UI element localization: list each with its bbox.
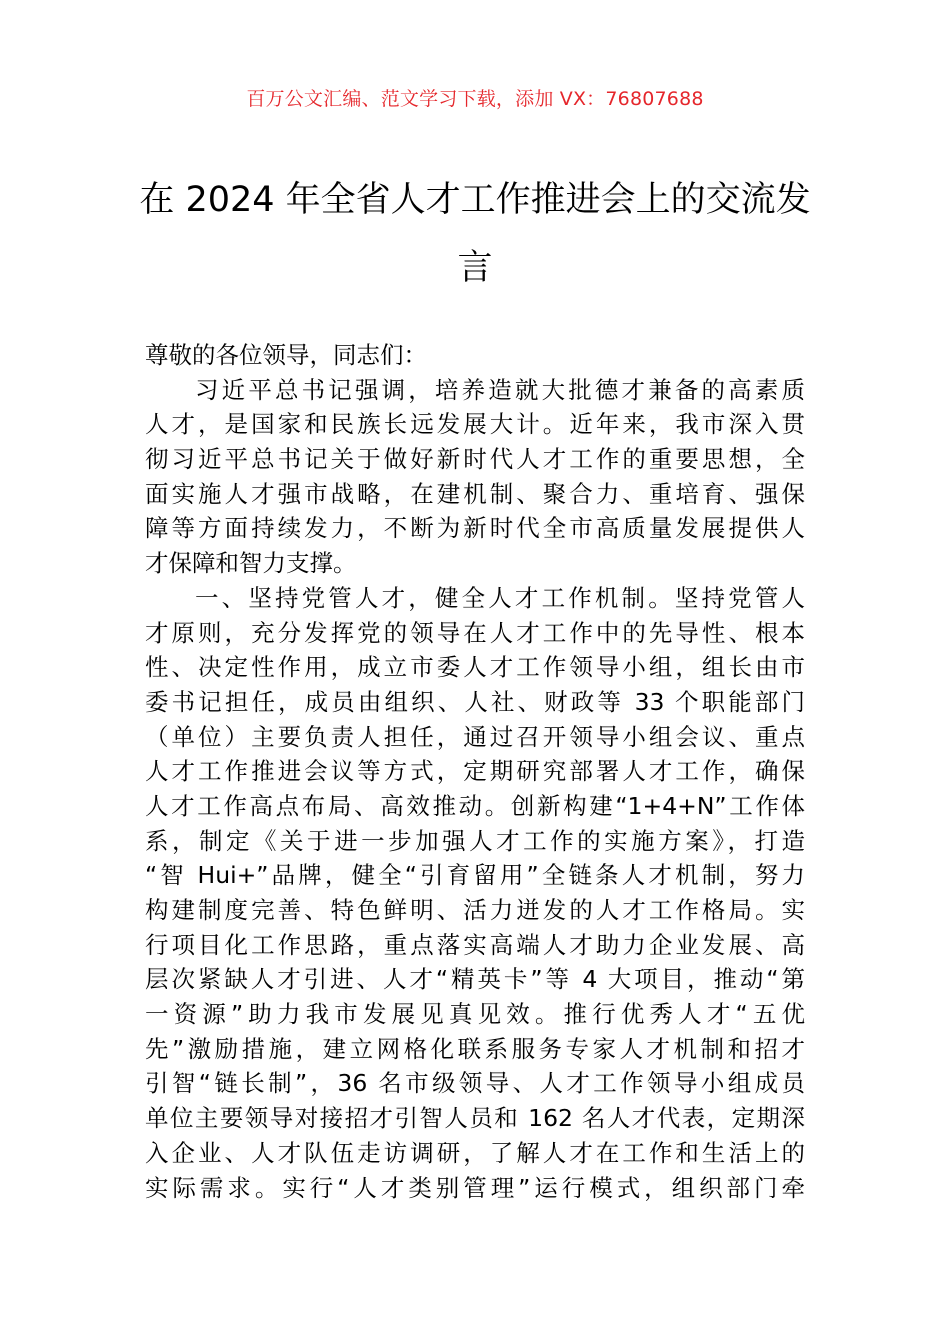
salutation: 尊敬的各位领导，同志们： [145, 341, 427, 369]
paragraph-line: 先”激励措施，建立网格化联系服务专家人才机制和招才 [145, 1034, 805, 1063]
watermark-header: 百万公文汇编、范文学习下载，添加 VX：76807688 [246, 88, 704, 110]
paragraph-line: 引智“链长制”，36 名市级领导、人才工作领导小组成员 [145, 1069, 805, 1098]
paragraph-line: 才原则，充分发挥党的领导在人才工作中的先导性、根本 [145, 618, 805, 647]
paragraph-line: 人才，是国家和民族长远发展大计。近年来，我市深入贯 [145, 410, 805, 439]
paragraph-line: “智 Hui+”品牌，健全“引育留用”全链条人才机制，努力 [145, 861, 805, 890]
paragraph-line: 系，制定《关于进一步加强人才工作的实施方案》，打造 [145, 826, 805, 855]
paragraph-line: 一资源”助力我市发展见真见效。推行优秀人才“五优 [145, 1000, 805, 1029]
paragraph-line: 入企业、人才队伍走访调研，了解人才在工作和生活上的 [145, 1138, 805, 1167]
paragraph-line: 层次紧缺人才引进、人才“精英卡”等 4 大项目，推动“第 [145, 965, 805, 994]
paragraph-line: 习近平总书记强调，培养造就大批德才兼备的高素质 [195, 375, 805, 404]
paragraph [145, 373, 805, 581]
paragraph-line: 构建制度完善、特色鲜明、活力迸发的人才工作格局。实 [145, 896, 805, 924]
paragraph-line: 单位主要领导对接招才引智人员和 162 名人才代表，定期深 [145, 1104, 805, 1133]
paragraph-line: 人才工作推进会议等方式，定期研究部署人才工作，确保 [145, 757, 805, 786]
document-title-continued: 言 [457, 248, 493, 288]
document-title: 在 2024 年全省人才工作推进会上的交流发 [139, 180, 811, 220]
paragraph-line: 才保障和智力支撑。 [145, 549, 357, 578]
paragraph-line: 行项目化工作思路，重点落实高端人才助力企业发展、高 [145, 930, 805, 959]
paragraph-line: 性、决定性作用，成立市委人才工作领导小组，组长由市 [145, 653, 805, 682]
paragraphs [145, 373, 805, 1206]
paragraph-line: 障等方面持续发力，不断为新时代全市高质量发展提供人 [145, 514, 805, 543]
paragraph-line: 面实施人才强市战略，在建机制、聚合力、重培育、强保 [145, 479, 805, 508]
paragraph [145, 581, 805, 1205]
document-body [145, 338, 805, 1205]
paragraph-line: 委书记担任，成员由组织、人社、财政等 33 个职能部门 [145, 687, 805, 716]
paragraph-line: 实际需求。实行“人才类别管理”运行模式，组织部门牵 [145, 1173, 805, 1202]
paragraph-line: 人才工作高点布局、高效推动。创新构建“1+4+N”工作体 [145, 791, 805, 820]
paragraph-line: （单位）主要负责人担任，通过召开领导小组会议、重点 [145, 722, 805, 751]
paragraph-line: 彻习近平总书记关于做好新时代人才工作的重要思想，全 [145, 445, 805, 474]
paragraph-line: 一、坚持党管人才，健全人才工作机制。坚持党管人 [195, 583, 805, 612]
